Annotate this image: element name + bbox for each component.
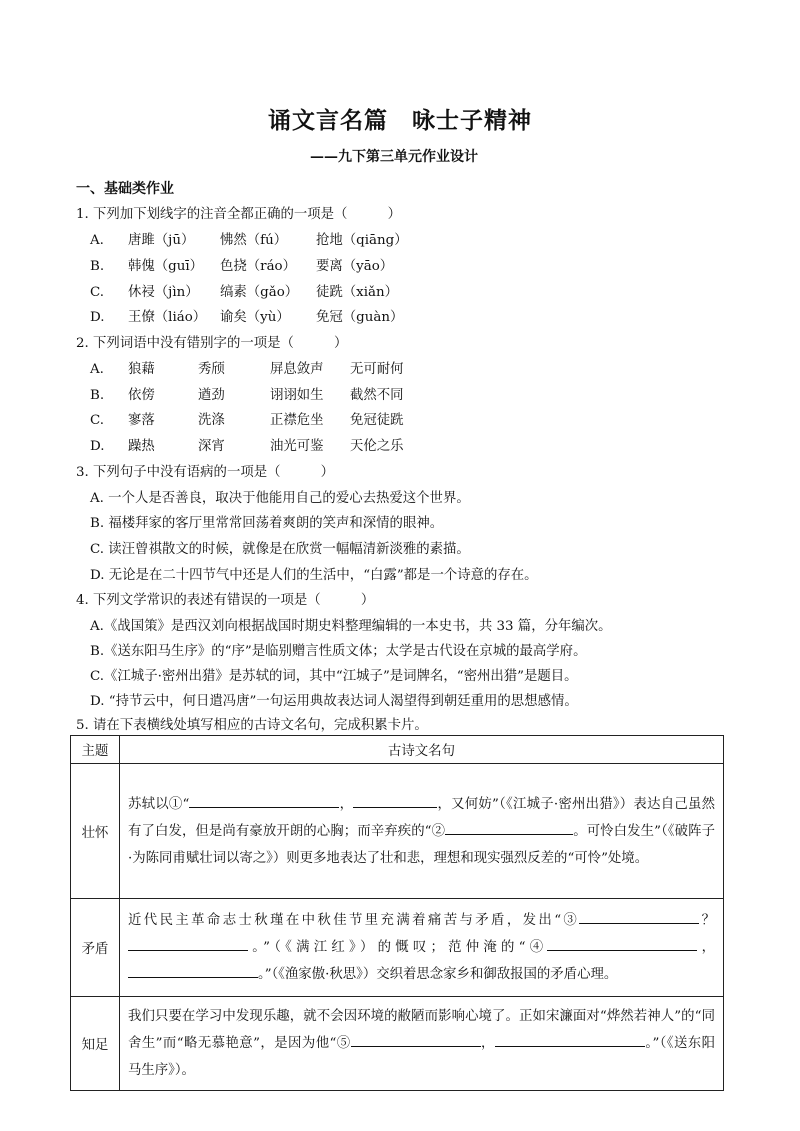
table-row xyxy=(71,997,724,1091)
question-4-stem: 4. 下列文学常识的表述有错误的一项是（ ） xyxy=(76,593,375,608)
answer-blank-4a[interactable] xyxy=(547,935,697,951)
page-subtitle: ——九下第三单元作业设计 xyxy=(310,149,478,165)
question-1-stem: 1. 下列加下划线字的注音全都正确的一项是（ ） xyxy=(76,207,402,222)
accumulation-card-table xyxy=(70,735,724,1091)
question-1-option-a: A. 唐雎（jū） 怫然（fú） 抢地（qiāng） xyxy=(90,233,408,248)
answer-blank-4b[interactable] xyxy=(128,962,258,978)
row-topic: 矛盾 xyxy=(71,899,120,997)
question-1-option-d: D. 王僚（liáo） 谕矣（yù） 免冠（guàn） xyxy=(90,310,404,325)
row-topic: 壮怀 xyxy=(71,764,120,899)
table-header-quote: 古诗文名句 xyxy=(120,736,724,764)
row-quote-text: 苏轼以①“ ， ，又何妨”（《江城子·密州出猎》）表达自己虽然有了白发，但是尚有豪放开朗的心胸；而辛弃疾的“② 。可怜白发生”（《破阵子·为陈同甫赋壮词以寄之》）则更多地表达了壮和悲，理想和现实强烈反差的“可怜”处境。 xyxy=(120,764,724,899)
question-3-stem: 3. 下列句子中没有语病的一项是（ ） xyxy=(76,465,335,480)
question-3-option-a: A. 一个人是否善良，取决于他能用自己的爱心去热爱这个世界。 xyxy=(90,491,470,506)
question-2-option-a: A. 狼藉 秀颀 屏息敛声 无可耐何 xyxy=(90,362,404,377)
question-1-option-c: C. 休祲（jìn） 缟素（gǎo） 徒跣（xiǎn） xyxy=(90,285,399,300)
answer-blank-5a[interactable] xyxy=(351,1031,481,1047)
question-3-option-d: D. 无论是在二十四节气中还是人们的生活中，“白露”都是一个诗意的存在。 xyxy=(90,568,538,583)
question-2-option-d: D. 躁热 深宵 油光可鉴 天伦之乐 xyxy=(90,439,404,454)
question-2-stem: 2. 下列词语中没有错别字的一项是（ ） xyxy=(76,336,348,351)
answer-blank-3b[interactable] xyxy=(128,935,248,951)
question-4-option-b: B.《送东阳马生序》的“序”是临别赠言性质文体；太学是古代设在京城的最高学府。 xyxy=(90,644,587,659)
row-topic: 知足 xyxy=(71,997,120,1091)
answer-blank-1a[interactable] xyxy=(189,792,339,808)
answer-blank-5b[interactable] xyxy=(495,1031,645,1047)
table-header-topic: 主题 xyxy=(71,736,120,764)
section-heading: 一、基础类作业 xyxy=(76,181,174,197)
question-4-option-d: D. “持节云中，何日遣冯唐”一句运用典故表达词人渴望得到朝廷重用的思想感情。 xyxy=(90,694,578,709)
answer-blank-3a[interactable] xyxy=(579,908,699,924)
answer-blank-2[interactable] xyxy=(445,819,573,835)
table-row xyxy=(71,899,724,997)
row-quote-text: 近代民主革命志士秋瑾在中秋佳节里充满着痛苦与矛盾，发出“③ ？。”（《满江红》）的慨叹；范仲淹的“④ ，。”（《渔家傲·秋思》）交织着思念家乡和御敌报国的矛盾心理。 xyxy=(120,899,724,997)
table-row xyxy=(71,764,724,899)
question-4-option-a: A.《战国策》是西汉刘向根据战国时期史料整理编辑的一本史书，共 33 篇，分年编次。 xyxy=(90,619,612,634)
question-4-option-c: C.《江城子·密州出猎》是苏轼的词，其中“江城子”是词牌名，“密州出猎”是题目。 xyxy=(90,669,578,684)
question-1-option-b: B. 韩傀（guī） 色挠（ráo） 要离（yāo） xyxy=(90,259,394,274)
answer-blank-1b[interactable] xyxy=(353,792,437,808)
question-3-option-b: B. 福楼拜家的客厅里常常回荡着爽朗的笑声和深情的眼神。 xyxy=(90,516,444,531)
page-title: 诵文言名篇 咏士子精神 xyxy=(268,107,532,134)
question-2-option-b: B. 依傍 遒劲 诩诩如生 截然不同 xyxy=(90,388,404,403)
question-3-option-c: C. 读汪曾祺散文的时候，就像是在欣赏一幅幅清新淡雅的素描。 xyxy=(90,542,470,557)
question-5-stem: 5. 请在下表横线处填写相应的古诗文名句，完成积累卡片。 xyxy=(76,718,428,733)
table-header-row xyxy=(71,736,724,764)
question-2-option-c: C. 寥落 洗涤 正襟危坐 免冠徒跣 xyxy=(90,413,404,428)
row-quote-text: 我们只要在学习中发现乐趣，就不会因环境的敝陋而影响心境了。正如宋濂面对“烨然若神人”的“同舍生”而“略无慕艳意”，是因为他“⑤ ， 。”（《送东阳马生序》）。 xyxy=(120,997,724,1091)
